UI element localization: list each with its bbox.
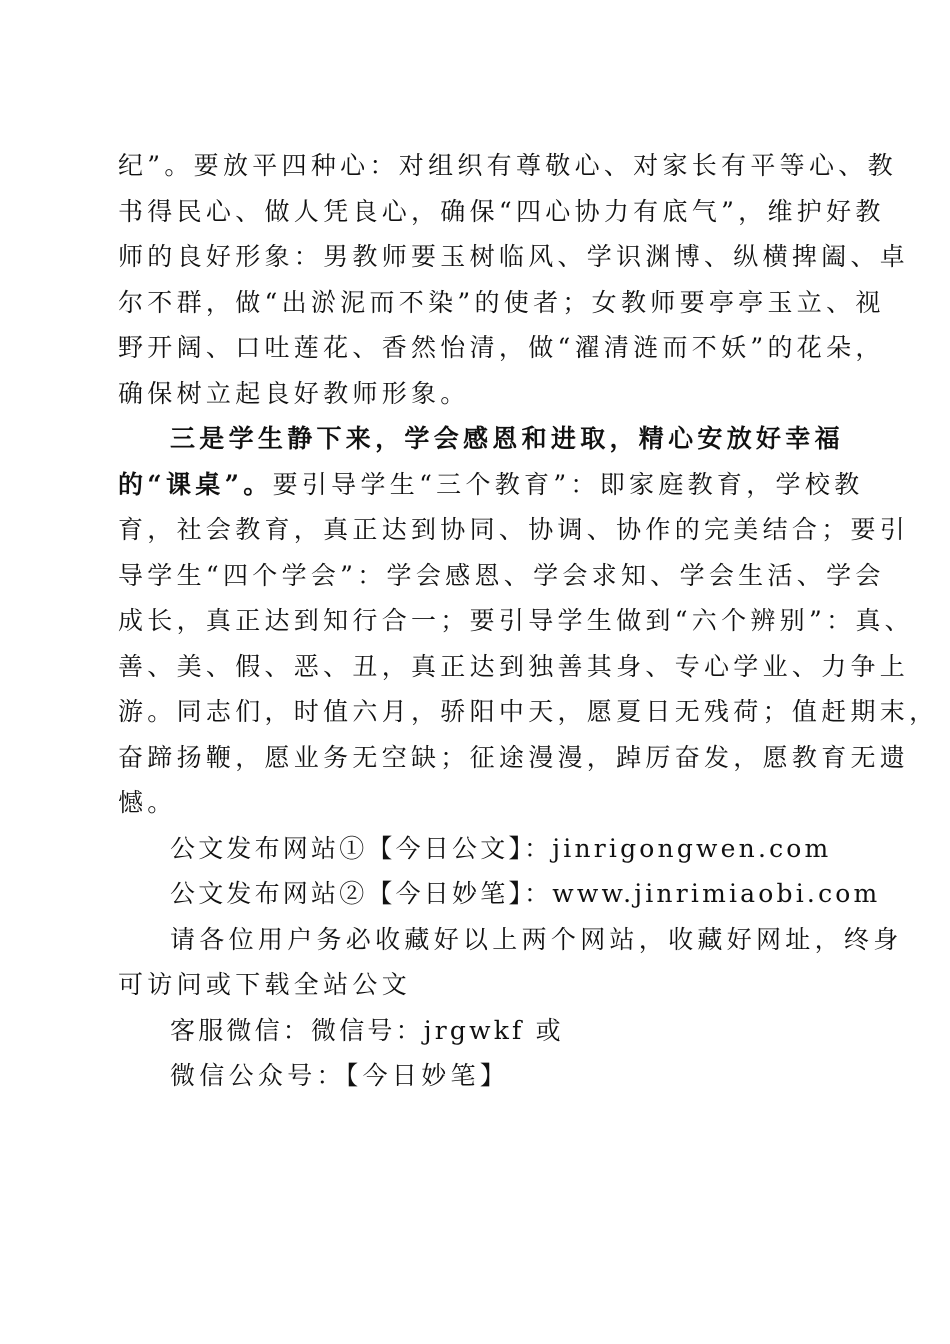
text-line: 导学生“四个学会”：学会感恩、学会求知、学会生活、学会 <box>118 560 885 590</box>
text-line: 尔不群，做“出淤泥而不染”的使者；女教师要亭亭玉立、视 <box>118 287 885 317</box>
text-line: 善、美、假、恶、丑，真正达到独善其身、专心学业、力争上 <box>118 651 910 681</box>
text-line: 憾。 <box>118 788 177 817</box>
paragraph-teacher-image <box>118 143 910 416</box>
text-line <box>118 462 864 508</box>
official-account: 微信公众号：【今日妙笔】 <box>170 1061 510 1090</box>
text-line: 成长，真正达到知行合一；要引导学生做到“六个辨别”：真、 <box>118 606 914 635</box>
text-line-rest: 要引导学生“三个教育”：即家庭教育，学校教 <box>272 469 864 499</box>
text-line: 育，社会教育，真正达到协同、协调、协作的完美结合；要引 <box>118 515 910 544</box>
website-1: 公文发布网站①【今日公文】：jinrigongwen.com <box>170 833 832 863</box>
text-line: 师的良好形象：男教师要玉树临风、学识渊博、纵横捭阖、卓 <box>118 242 910 271</box>
website-2: 公文发布网站②【今日妙笔】：www.jinrimiaobi.com <box>170 879 881 908</box>
section-heading-line: 三是学生静下来，学会感恩和进取，精心安放好幸福 <box>170 424 844 453</box>
text-line: 奋蹄扬鞭，愿业务无空缺；征途漫漫，踔厉奋发，愿教育无遗 <box>118 742 910 772</box>
notice-line: 可访问或下载全站公文 <box>118 970 412 999</box>
text-line: 确保树立起良好教师形象。 <box>118 378 470 408</box>
notice-line: 请各位用户务必收藏好以上两个网站，收藏好网址，终身 <box>170 924 903 954</box>
paragraph-students <box>118 416 939 826</box>
text-line: 游。同志们，时值六月，骄阳中天，愿夏日无残荷；值赶期末， <box>118 697 939 726</box>
text-line: 纪”。要放平四种心：对组织有尊敬心、对家长有平等心、教 <box>118 151 897 180</box>
service-wechat: 客服微信：微信号：jrgwkf 或 <box>170 1015 564 1045</box>
text-line: 野开阔、口吐莲花、香然怡清，做“濯清涟而不妖”的花朵， <box>118 333 885 362</box>
section-heading-tail: 的“课桌”。 <box>118 469 273 499</box>
document-page <box>118 143 939 1099</box>
text-line: 书得民心、做人凭良心，确保“四心协力有底气”，维护好教 <box>118 196 885 226</box>
footer-info <box>118 826 903 1099</box>
